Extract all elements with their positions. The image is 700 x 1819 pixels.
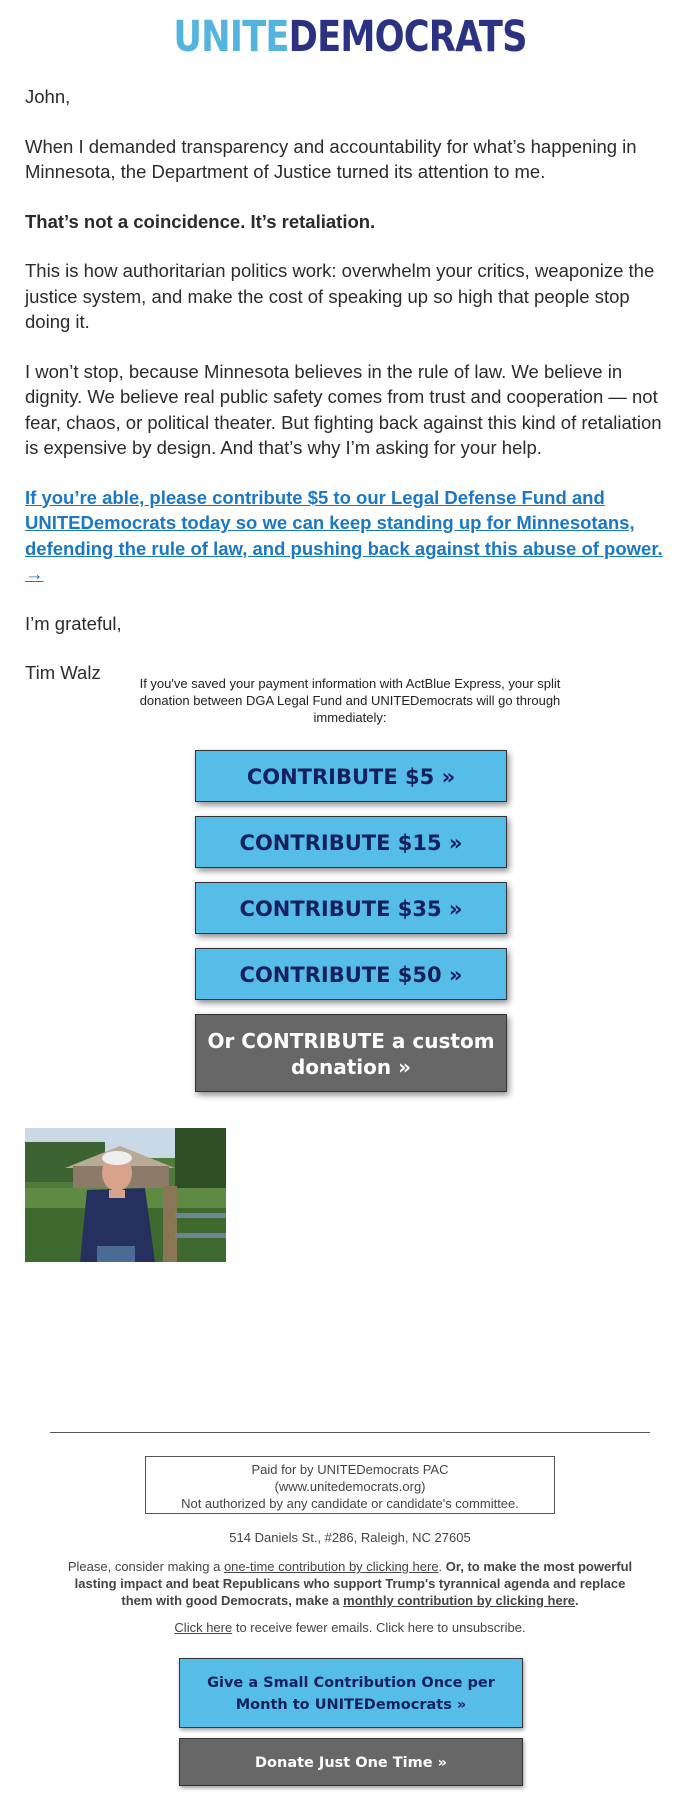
unsubscribe-text: to receive fewer emails. Click here to unsubscribe. xyxy=(232,1620,526,1635)
paid-line-3: Not authorized by any candidate or candidate's committee. xyxy=(181,1496,519,1511)
paragraph-3: This is how authoritarian politics work: overwhelm your critics, weaponize the justice system, and make the cost of speaking up so high that people stop doing it. xyxy=(25,260,655,332)
actblue-note: If you've saved your payment information with ActBlue Express, your split donation between DGA Legal Fund and UNITEDemocrats will go through immediately: xyxy=(139,676,561,725)
monthly-pitch: Or, to make the most powerful lasting impact and beat Republicans who support Trump's tyrannical agenda and replace them with good Democrats, make a xyxy=(74,1559,633,1608)
contribute-custom-button[interactable]: Or CONTRIBUTE a custom donation » xyxy=(195,1014,507,1092)
contribute-5-button[interactable]: CONTRIBUTE $5 » xyxy=(195,750,507,802)
tim-walz-photo xyxy=(25,1128,226,1262)
greeting: John, xyxy=(25,86,71,107)
paragraph-1: When I demanded transparency and accountability for what’s happening in Minnesota, the Department of Justice turned its attention to me. xyxy=(25,135,637,182)
fewer-emails-link[interactable]: Click here xyxy=(174,1620,233,1635)
paragraph-2: That’s not a coincidence. It’s retaliation. xyxy=(25,210,376,232)
one-time-contribution-link[interactable]: one-time contribution by clicking here xyxy=(223,1559,439,1574)
contribute-50-button[interactable]: CONTRIBUTE $50 » xyxy=(195,948,507,1000)
signature: Tim Walz xyxy=(25,662,101,683)
monthly-contribution-link[interactable]: monthly contribution by clicking here xyxy=(343,1593,575,1608)
please-prefix: Please, consider making a xyxy=(67,1559,224,1574)
unitedemocrats-logo xyxy=(63,12,637,62)
paid-line-2: (www.unitedemocrats.org) xyxy=(274,1479,426,1494)
logo-unite: UNITE xyxy=(173,12,289,62)
period-2: . xyxy=(575,1593,579,1608)
mailing-address: 514 Daniels St., #286, Raleigh, NC 27605 xyxy=(229,1530,471,1545)
paid-line-1: Paid for by UNITEDemocrats PAC xyxy=(251,1462,449,1477)
paragraph-4: I won’t stop, because Minnesota believes in the rule of law. We believe in dignity. We believe real public safety comes from trust and cooperation — not fear, chaos, or political theater. But fighting back against this kind of retaliation is expensive by design. And that’s why I’m asking for your help. xyxy=(25,360,662,458)
email-letter xyxy=(25,84,675,710)
logo-democrats: DEMOCRATS xyxy=(288,12,527,62)
closing: I’m grateful, xyxy=(25,612,122,634)
contribute-15-button[interactable]: CONTRIBUTE $15 » xyxy=(195,816,507,868)
contribute-35-button[interactable]: CONTRIBUTE $35 » xyxy=(195,882,507,934)
unsubscribe-line xyxy=(0,1620,700,1635)
one-time-donation-button[interactable]: Donate Just One Time » xyxy=(179,1738,523,1786)
contribution-footnote xyxy=(65,1558,635,1609)
paid-for-disclaimer xyxy=(145,1456,555,1514)
footer-divider xyxy=(50,1432,650,1433)
contribute-cta-link[interactable]: If you’re able, please contribute $5 to our Legal Defense Fund and UNITEDemocrats today so we can keep standing up for Minnesotans, defending the rule of law, and pushing back against this abuse of power. → xyxy=(25,486,663,584)
monthly-contribution-button[interactable]: Give a Small Contribution Once per Month to UNITEDemocrats » xyxy=(179,1658,523,1728)
period: . xyxy=(438,1559,443,1574)
